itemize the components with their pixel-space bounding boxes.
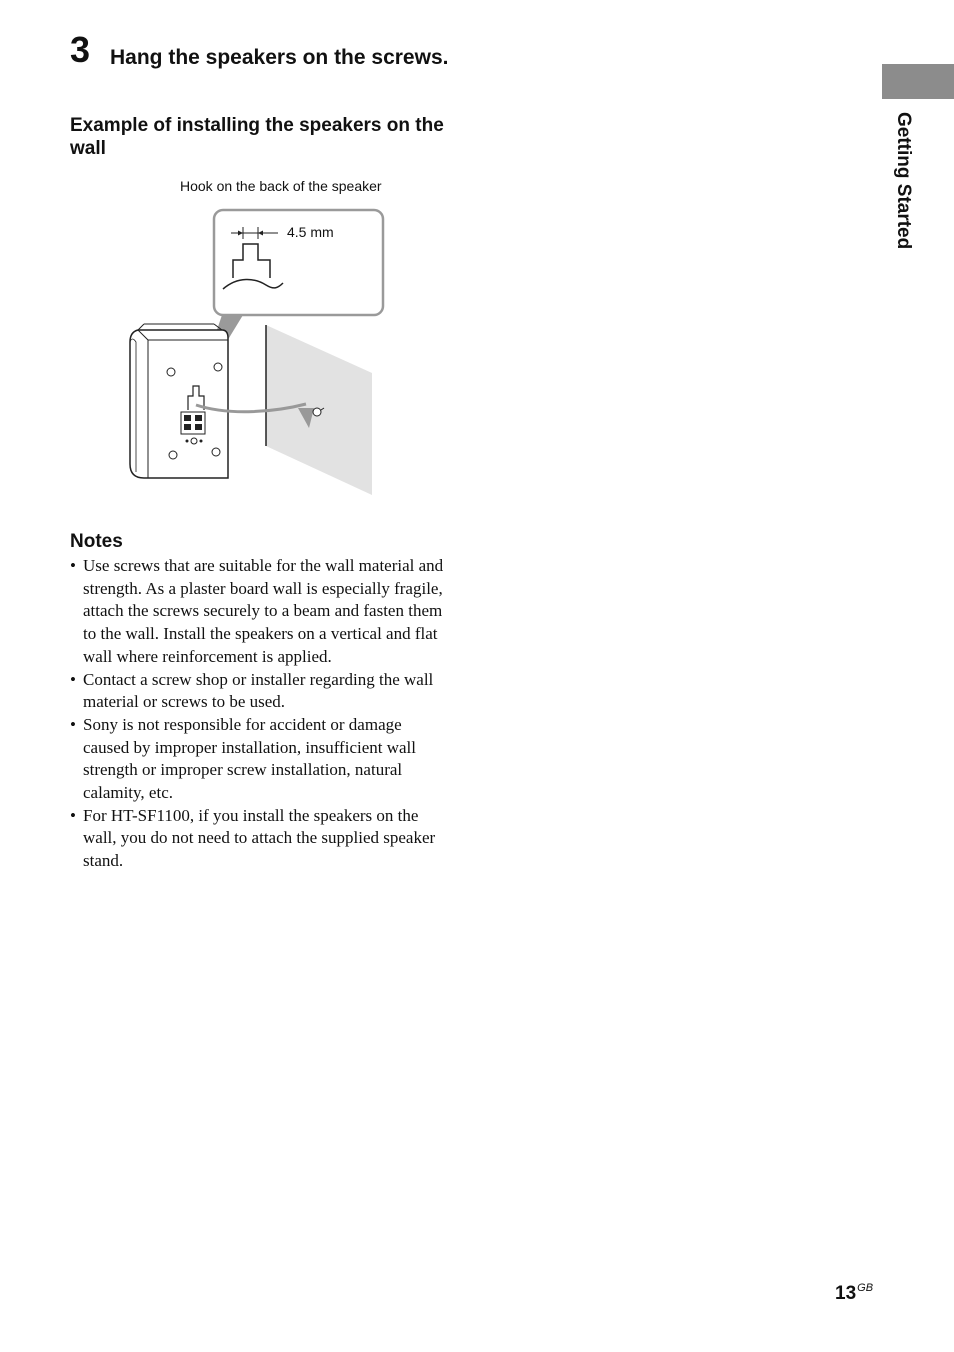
speaker-body — [130, 330, 228, 478]
page-number-suffix: GB — [857, 1282, 874, 1294]
bullet: • — [70, 805, 76, 825]
section-heading: Example of installing the speakers on the wall — [70, 115, 444, 159]
chapter-title: Getting Started — [893, 112, 914, 250]
bullet: • — [70, 669, 76, 689]
dimension-label: 4.5 mm — [287, 224, 334, 240]
chapter-tab-marker — [882, 64, 954, 99]
note-text: For HT-SF1100, if you install the speakers on the wall, you do not need to attach the supplied speaker stand. — [83, 805, 436, 871]
note-item — [70, 805, 450, 873]
wall-screw — [313, 408, 321, 416]
page-number — [835, 1283, 873, 1305]
notes-heading: Notes — [70, 531, 123, 552]
figure-caption: Hook on the back of the speaker — [180, 178, 382, 194]
step-title: Hang the speakers on the screws. — [110, 46, 449, 69]
note-item — [70, 669, 450, 714]
note-text: Sony is not responsible for accident or damage caused by improper installation, insufficient wall strength or improper screw installation, natural calamity, etc. — [83, 714, 416, 803]
bullet: • — [70, 556, 76, 575]
page-number-value: 13 — [835, 1283, 857, 1304]
note-text: Use screws that are suitable for the wall material and strength. As a plaster board wall is especially fragile, attach the screws securely to a beam and fasten them to the wall. Install the speakers on a vertical and flat wall where reinforcement is applied. — [83, 556, 444, 666]
bullet: • — [70, 714, 76, 734]
speaker-wall-diagram — [110, 172, 430, 502]
note-item — [70, 714, 450, 805]
note-text: Contact a screw shop or installer regarding the wall material or screws to be used. — [83, 669, 434, 712]
step-number: 3 — [70, 29, 91, 70]
note-item — [70, 555, 450, 669]
chapter-side-label — [891, 112, 915, 262]
wall-mount-illustration — [110, 172, 430, 502]
notes-list — [70, 555, 450, 873]
